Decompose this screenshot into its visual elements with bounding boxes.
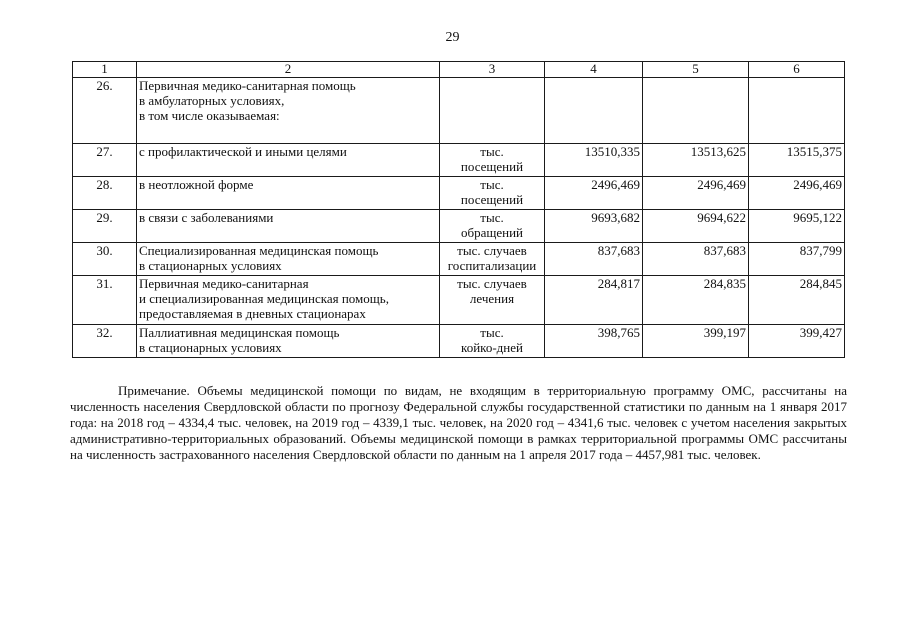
care-type-name-line: Специализированная медицинская помощь — [139, 243, 379, 258]
unit-line: тыс. — [480, 325, 504, 340]
row-number: 27. — [73, 144, 137, 177]
column-header-1: 1 — [73, 62, 137, 78]
medical-care-volume-table — [72, 61, 845, 358]
column-header-4: 4 — [545, 62, 643, 78]
table-body — [73, 62, 845, 358]
row-number: 31. — [73, 276, 137, 325]
column-header-5: 5 — [643, 62, 749, 78]
page-number: 29 — [445, 30, 460, 45]
value-year-2: 2496,469 — [643, 177, 749, 210]
value-year-2: 399,197 — [643, 325, 749, 358]
care-type-name-line: в связи с заболеваниями — [139, 210, 274, 225]
value-year-2: 9694,622 — [643, 210, 749, 243]
unit-of-measure — [440, 78, 545, 144]
unit-of-measure — [440, 144, 545, 177]
unit-line: тыс. — [480, 177, 504, 192]
value-year-1: 9693,682 — [545, 210, 643, 243]
table-row — [73, 325, 845, 358]
column-header-2: 2 — [137, 62, 440, 78]
unit-line: койко-дней — [461, 340, 523, 355]
unit-line: посещений — [460, 192, 524, 207]
row-number: 29. — [73, 210, 137, 243]
value-year-2: 13513,625 — [643, 144, 749, 177]
unit-of-measure — [440, 177, 545, 210]
care-type-name-line: Первичная медико-санитарная — [139, 276, 309, 291]
care-type-name — [137, 78, 440, 144]
value-year-1 — [545, 78, 643, 144]
care-type-name-line: в стационарных условиях — [139, 340, 282, 355]
unit-of-measure — [440, 210, 545, 243]
table-row — [73, 78, 845, 144]
care-type-name — [137, 210, 440, 243]
care-type-name-line: и специализированная медицинская помощь, — [139, 291, 389, 306]
unit-line: тыс. — [480, 144, 504, 159]
value-year-1: 13510,335 — [545, 144, 643, 177]
row-number: 32. — [73, 325, 137, 358]
care-type-name-line: с профилактической и иными целями — [139, 144, 347, 159]
value-year-1: 398,765 — [545, 325, 643, 358]
table-row — [73, 144, 845, 177]
table-row — [73, 210, 845, 243]
care-type-name — [137, 144, 440, 177]
unit-line: тыс. случаев — [457, 243, 527, 258]
care-type-name-line: предоставляемая в дневных стационарах — [139, 306, 366, 321]
footnote-paragraph: Примечание. Объемы медицинской помощи по видам, не входящим в территориальную программу ОМС, рассчитаны на численность населения Свердловской области по прогнозу Федеральной службы государственной статистики по данным на 1 января 2017 года: на 2018 год – 4334,4 тыс. человек, на 2019 год – 4339,1 тыс. человек, на 2020 год – 4341,6 тыс. человек с учетом населения закрытых административно-территориальных образований. Объемы медицинской помощи в рамках территориальной программы ОМС рассчитаны на численность застрахованного населения Свердловской области по данным на 1 апреля 2017 года – 4457,981 тыс. человек. — [70, 383, 847, 462]
column-header-3: 3 — [440, 62, 545, 78]
care-type-name-line: Паллиативная медицинская помощь — [139, 325, 340, 340]
table-row — [73, 276, 845, 325]
table-row — [73, 177, 845, 210]
care-type-name-line: в стационарных условиях — [139, 258, 282, 273]
value-year-3: 2496,469 — [749, 177, 845, 210]
value-year-2 — [643, 78, 749, 144]
unit-line: тыс. случаев — [457, 276, 527, 291]
value-year-3: 284,845 — [749, 276, 845, 325]
care-type-name-line: в том числе оказываемая: — [139, 108, 280, 123]
value-year-1: 284,817 — [545, 276, 643, 325]
care-type-name-line: Первичная медико-санитарная помощь — [139, 78, 356, 93]
unit-of-measure — [440, 276, 545, 325]
value-year-1: 2496,469 — [545, 177, 643, 210]
value-year-3: 13515,375 — [749, 144, 845, 177]
unit-of-measure — [440, 243, 545, 276]
value-year-3: 399,427 — [749, 325, 845, 358]
care-type-name — [137, 243, 440, 276]
care-type-name — [137, 276, 440, 325]
value-year-3: 9695,122 — [749, 210, 845, 243]
value-year-3 — [749, 78, 845, 144]
unit-of-measure — [440, 325, 545, 358]
column-header-6: 6 — [749, 62, 845, 78]
unit-line: тыс. — [480, 210, 504, 225]
care-type-name — [137, 177, 440, 210]
row-number: 26. — [73, 78, 137, 144]
table-row — [73, 243, 845, 276]
unit-line: посещений — [460, 159, 524, 174]
unit-line: лечения — [469, 291, 515, 306]
value-year-2: 837,683 — [643, 243, 749, 276]
value-year-1: 837,683 — [545, 243, 643, 276]
value-year-2: 284,835 — [643, 276, 749, 325]
unit-line: обращений — [460, 225, 524, 240]
row-number: 30. — [73, 243, 137, 276]
table-header-row — [73, 62, 845, 78]
care-type-name-line: в амбулаторных условиях, — [139, 93, 285, 108]
care-type-name-line: в неотложной форме — [139, 177, 254, 192]
care-type-name — [137, 325, 440, 358]
row-number: 28. — [73, 177, 137, 210]
unit-line: госпитализации — [447, 258, 537, 273]
value-year-3: 837,799 — [749, 243, 845, 276]
